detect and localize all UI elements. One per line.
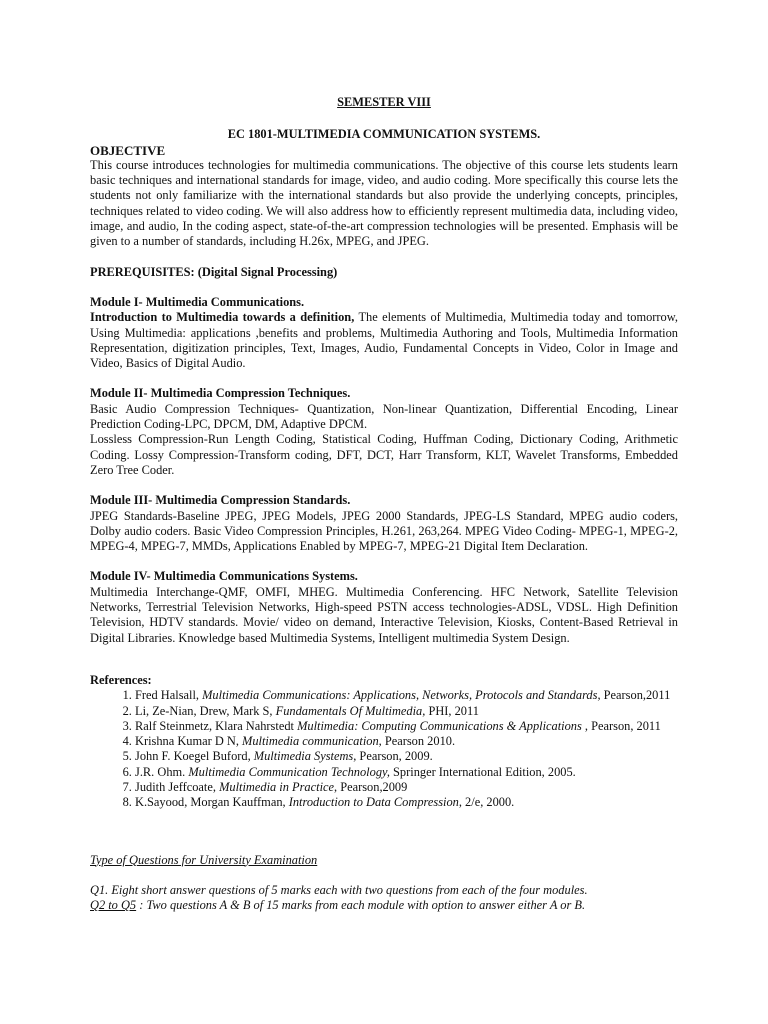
document-content <box>90 95 678 913</box>
prerequisites-heading: PREREQUISITES: (Digital Signal Processing) <box>90 264 338 279</box>
module-4-title: Module IV- Multimedia Communications Systems. <box>90 569 358 584</box>
module-1-text <box>90 310 678 371</box>
exam-q2-q5 <box>90 898 678 913</box>
reference-item: 2. Li, Ze-Nian, Drew, Mark S, Fundamentals Of Multimedia, PHI, 2011 <box>135 704 678 719</box>
reference-item: 7. Judith Jeffcoate, Multimedia in Practice, Pearson,2009 <box>135 780 678 795</box>
reference-item: 5. John F. Koegel Buford, Multimedia Systems, Pearson, 2009. <box>135 749 678 764</box>
objective-text: This course introduces technologies for multimedia communications. The objective of this course lets students learn basic techniques and international standards for image, video, and audio coding. More specifically this course lets the students not only familiarize with the international standards but also provide the underlying concepts, principles, techniques related to video coding. We will also address how to efficiently represent multimedia data, including video, image, and audio, In the coding aspect, state-of-the-art compression technologies will be presented. Emphasis will be given to a number of standards, including H.26x, MPEG, and JPEG. <box>90 157 678 249</box>
semester-heading: SEMESTER VIII <box>337 95 431 109</box>
module-1-lead: Introduction to Multimedia towards a definition, <box>90 310 355 325</box>
reference-item: 4. Krishna Kumar D N, Multimedia communication, Pearson 2010. <box>135 734 678 749</box>
objective-heading: OBJECTIVE <box>90 142 166 158</box>
course-title: EC 1801-MULTIMEDIA COMMUNICATION SYSTEMS. <box>227 127 541 142</box>
exam-q2-text: : Two questions A & B of 15 marks from each module with option to answer either A or B. <box>136 898 586 913</box>
references-list <box>90 688 678 810</box>
reference-item: 8. K.Sayood, Morgan Kauffman, Introduction to Data Compression, 2/e, 2000. <box>135 795 678 810</box>
reference-item: 6. J.R. Ohm. Multimedia Communication Technology, Springer International Edition, 2005. <box>135 765 678 780</box>
module-2-text: Basic Audio Compression Techniques- Quantization, Non-linear Quantization, Differential Encoding, Linear Prediction Coding-LPC, DPCM, DM, Adaptive DPCM. <box>90 401 678 432</box>
exam-q2-label: Q2 to Q5 <box>90 898 137 913</box>
reference-item: 3. Ralf Steinmetz, Klara Nahrstedt Multimedia: Computing Communications & Applications , Pearson, 2011 <box>135 719 678 734</box>
module-1-title: Module I- Multimedia Communications. <box>90 294 305 309</box>
exam-q1: Q1. Eight short answer questions of 5 marks each with two questions from each of the four modules. <box>90 882 588 897</box>
module-3-title: Module III- Multimedia Compression Standards. <box>90 493 351 508</box>
module-2-title: Module II- Multimedia Compression Techniques. <box>90 386 351 401</box>
reference-item: 1. Fred Halsall, Multimedia Communications: Applications, Networks, Protocols and Standards, Pearson,2011 <box>135 688 678 703</box>
module-1-body: The elements of Multimedia, Multimedia today and tomorrow, Using Multimedia: applications ,benefits and problems, Multimedia Authoring and Tools, Multimedia Information Representation, digitization principles, Text, Images, Audio, Fundamental Concepts in Video, Color in Image and Video, Basics of Digital Audio. <box>90 310 678 371</box>
module-3-text: JPEG Standards-Baseline JPEG, JPEG Models, JPEG 2000 Standards, JPEG-LS Standard, MPEG audio coders, Dolby audio coders. Basic Video Compression Principles, H.261, 263,264. MPEG Video Coding- MPEG-1, MPEG-2, MPEG-4, MPEG-7, MMDs, Applications Enabled by MPEG-7, MPEG-21 Digital Item Declaration. <box>90 508 678 554</box>
module-4-text: Multimedia Interchange-QMF, OMFI, MHEG. Multimedia Conferencing. HFC Network, Satellite Television Networks, Terrestrial Television Networks, High-speed PSTN access technologies-ADSL, VDSL. High Definition Television, HDTV standards. Movie/ video on demand, Interactive Television, Kiosks, Content-Based Retrieval in Digital Libraries. Knowledge based Multimedia Systems, Intelligent multimedia System Design. <box>90 584 678 645</box>
exam-heading: Type of Questions for University Examination <box>90 852 318 867</box>
references-heading: References: <box>90 672 152 687</box>
module-2-text-2: Lossless Compression-Run Length Coding, Statistical Coding, Huffman Coding, Dictionary Coding, Arithmetic Coding. Lossy Compression-Transform coding, DFT, DCT, Harr Transform, KLT, Wavelet Transforms, Embedded Zero Tree Coder. <box>90 432 678 477</box>
